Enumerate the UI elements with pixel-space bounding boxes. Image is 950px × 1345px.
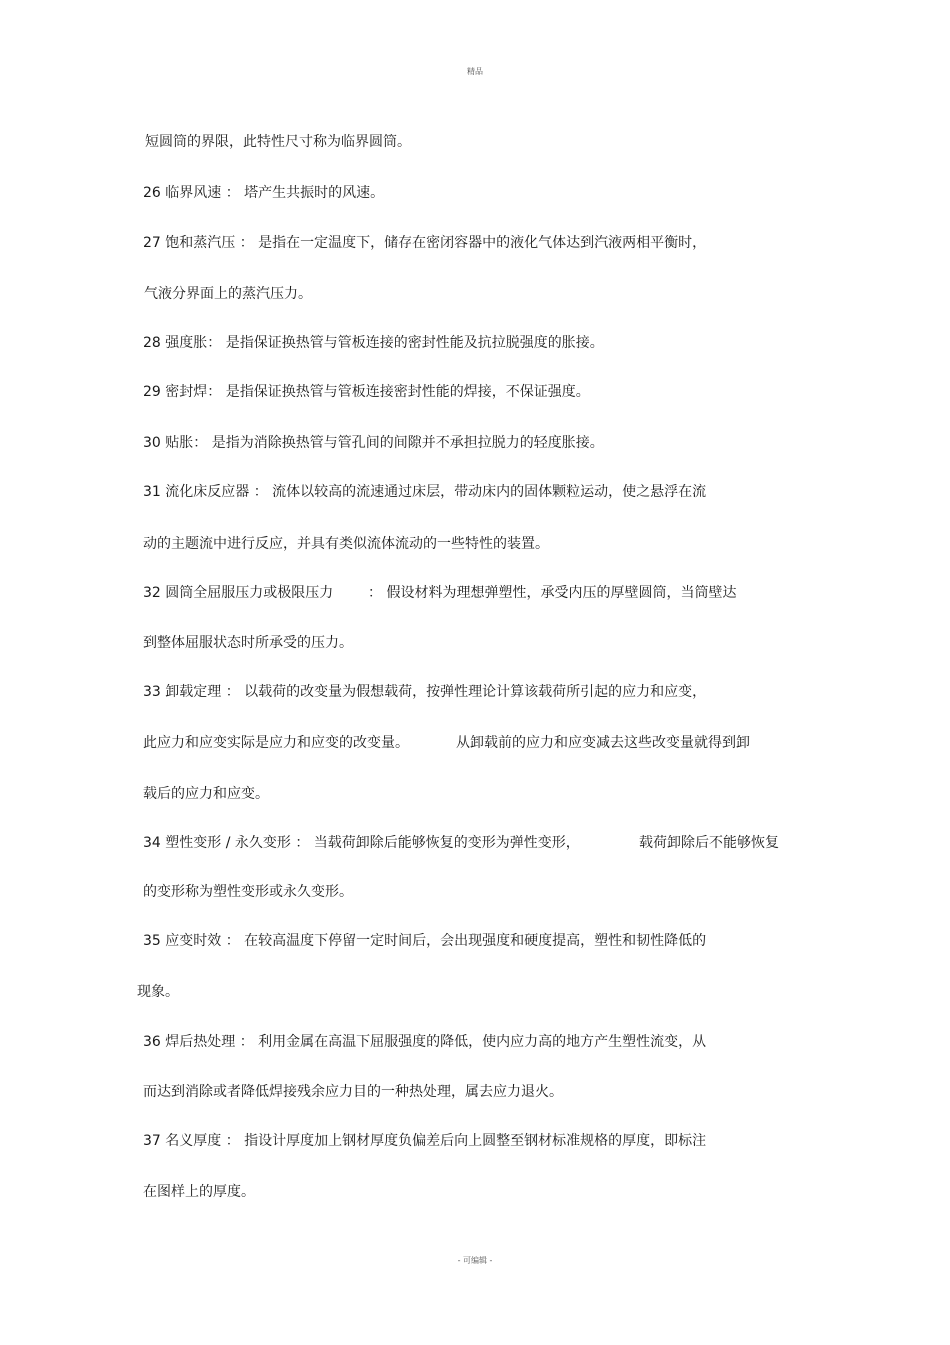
- page-footer: - 可编辑 -: [457, 1256, 493, 1265]
- text-line: 的变形称为塑性变形或永久变形。: [143, 884, 353, 900]
- text-line: 30 贴胀： 是指为消除换热管与管孔间的间隙并不承担拉脱力的轻度胀接。: [143, 435, 604, 451]
- text-line: 37 名义厚度 ： 指设计厚度加上钢材厚度负偏差后向上圆整至钢材标准规格的厚度，即标注: [143, 1133, 707, 1149]
- text-line: 载后的应力和应变。: [143, 786, 269, 802]
- text-line: 气液分界面上的蒸汽压力。: [144, 286, 312, 302]
- text-line: 在图样上的厚度。: [143, 1184, 255, 1200]
- text-line: 32 圆筒全屈服压力或极限压力: [143, 585, 334, 601]
- text-line: 27 饱和蒸汽压 ： 是指在一定温度下，储存在密闭容器中的液化气体达到汽液两相平衡时，: [143, 235, 707, 251]
- text-line: 现象。: [137, 984, 179, 1000]
- text-line: 31 流化床反应器 ： 流体以较高的流速通过床层，带动床内的固体颗粒运动，使之悬浮在流: [143, 484, 707, 500]
- text-line: 26 临界风速 ： 塔产生共振时的风速。: [143, 185, 385, 201]
- text-line: 载荷卸除后不能够恢复: [639, 835, 779, 851]
- page-header: 精品: [467, 67, 483, 76]
- text-line: 36 焊后热处理 ： 利用金属在高温下屈服强度的降低，使内应力高的地方产生塑性流变，从: [143, 1034, 707, 1050]
- text-line: 29 密封焊： 是指保证换热管与管板连接密封性能的焊接，不保证强度。: [143, 384, 590, 400]
- text-line: 此应力和应变实际是应力和应变的改变量。: [143, 735, 409, 751]
- text-line: 28 强度胀： 是指保证换热管与管板连接的密封性能及抗拉脱强度的胀接。: [143, 335, 604, 351]
- text-line: 动的主题流中进行反应，并具有类似流体流动的一些特性的装置。: [143, 536, 549, 552]
- text-line: ： 假设材料为理想弹塑性，承受内压的厚壁圆筒，当筒壁达: [368, 585, 737, 601]
- text-line: 34 塑性变形 / 永久变形 ： 当载荷卸除后能够恢复的变形为弹性变形，: [143, 835, 580, 851]
- text-line: 到整体屈服状态时所承受的压力。: [143, 635, 353, 651]
- text-line: 从卸载前的应力和应变减去这些改变量就得到卸: [456, 735, 750, 751]
- text-line: 短圆筒的界限，此特性尺寸称为临界圆筒。: [145, 134, 411, 150]
- text-line: 而达到消除或者降低焊接残余应力目的一种热处理，属去应力退火。: [143, 1084, 563, 1100]
- text-line: 35 应变时效 ： 在较高温度下停留一定时间后，会出现强度和硬度提高，塑性和韧性降低的: [143, 933, 707, 949]
- text-line: 33 卸载定理 ： 以载荷的改变量为假想载荷，按弹性理论计算该载荷所引起的应力和应变，: [143, 684, 707, 700]
